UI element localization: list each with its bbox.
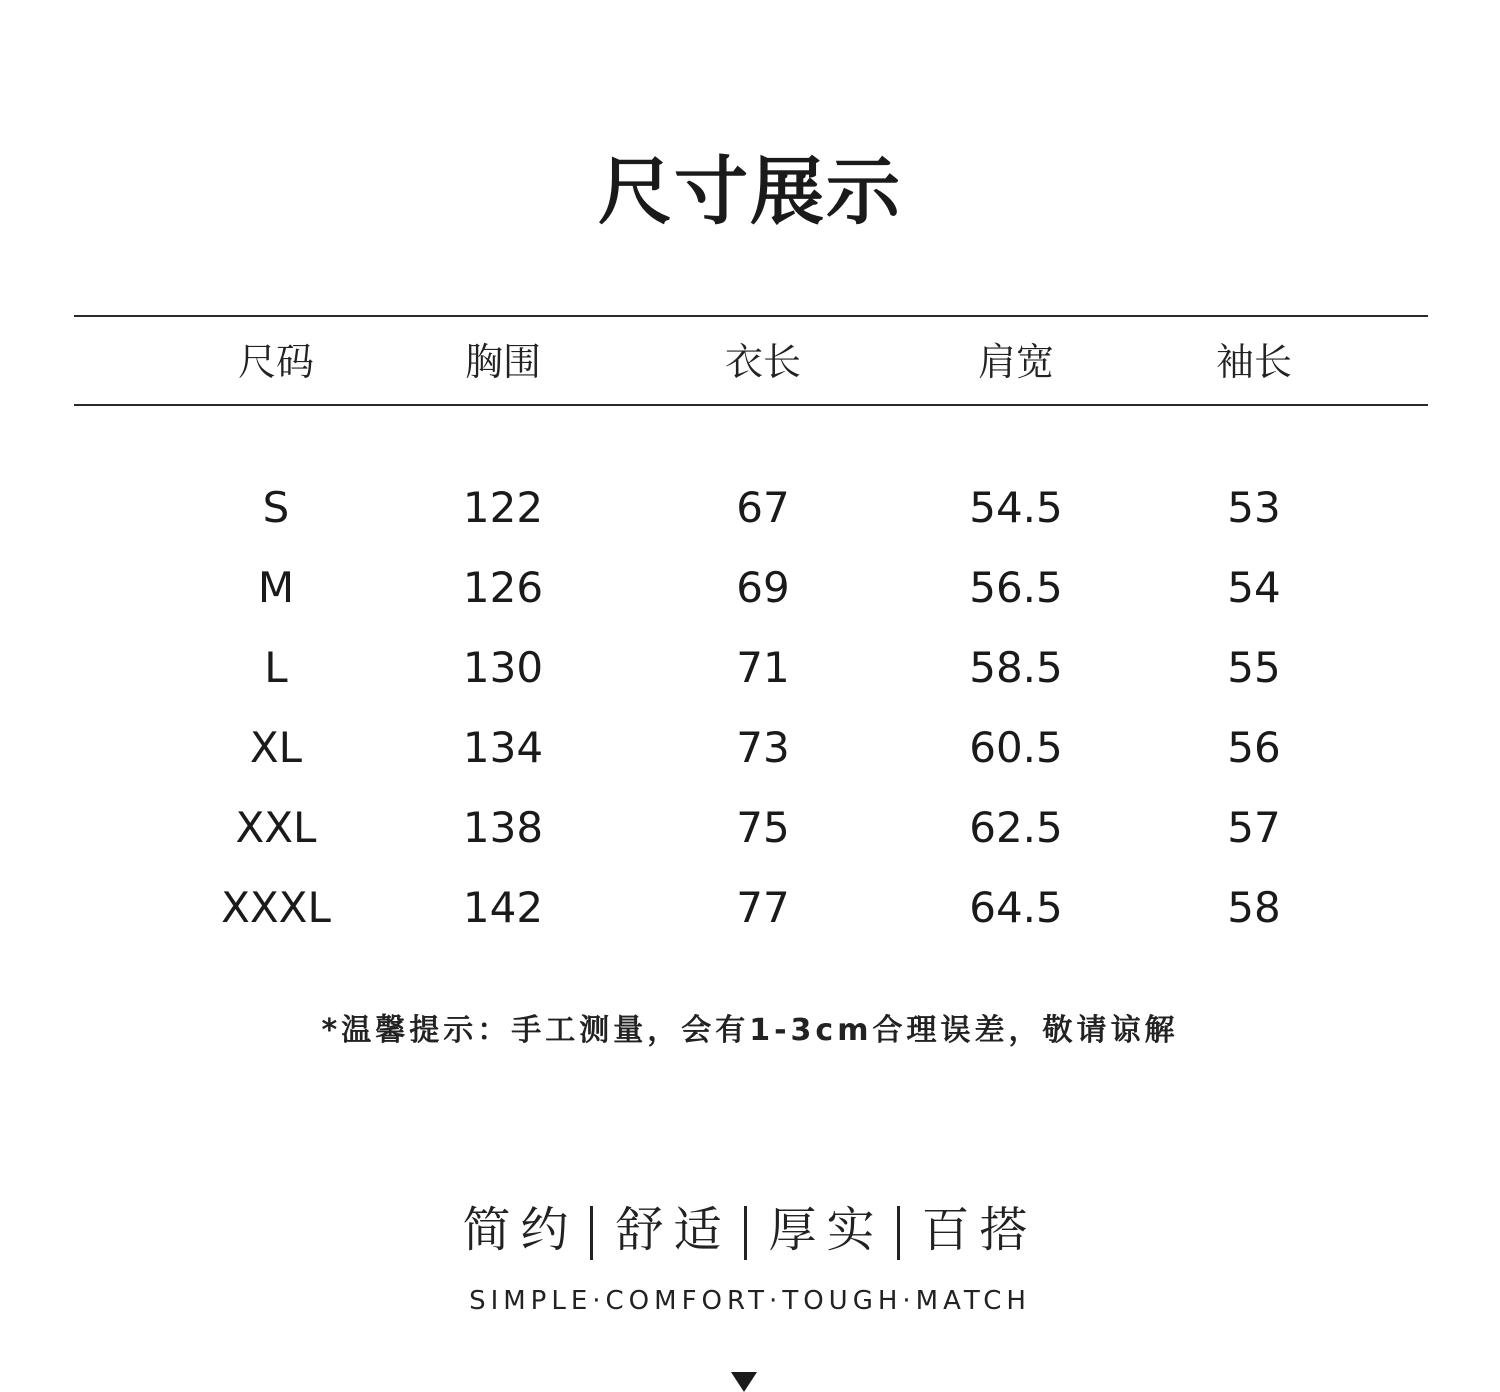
header-shoulder: 肩宽 <box>977 340 1054 384</box>
cell-size: XXXL <box>221 883 331 932</box>
feature-separator <box>897 1206 900 1260</box>
cell-sleeve: 57 <box>1227 803 1281 852</box>
header-chest: 胸围 <box>464 340 541 384</box>
cell-chest: 130 <box>462 643 544 692</box>
header-size: 尺码 <box>237 340 314 384</box>
cell-length: 77 <box>736 883 790 932</box>
table-row <box>0 640 1500 720</box>
table-row <box>0 720 1500 800</box>
cell-shoulder: 62.5 <box>969 803 1063 852</box>
table-row <box>0 800 1500 880</box>
cell-sleeve: 54 <box>1227 563 1281 612</box>
header-length: 衣长 <box>724 340 801 384</box>
feature-comfort: 舒适 <box>615 1202 732 1258</box>
cell-length: 69 <box>736 563 790 612</box>
cell-length: 75 <box>736 803 790 852</box>
cell-size: L <box>264 643 288 692</box>
cell-length: 73 <box>736 723 790 772</box>
size-table-body <box>0 480 1500 960</box>
english-tagline: SIMPLE·COMFORT·TOUGH·MATCH <box>469 1286 1031 1316</box>
feature-tough: 厚实 <box>768 1202 885 1258</box>
cell-shoulder: 58.5 <box>969 643 1063 692</box>
feature-match: 百搭 <box>921 1202 1038 1258</box>
table-row <box>0 880 1500 960</box>
cell-size: XXL <box>235 803 317 852</box>
cell-chest: 126 <box>462 563 544 612</box>
cell-shoulder: 60.5 <box>969 723 1063 772</box>
table-row <box>0 480 1500 560</box>
size-table-header <box>0 336 1500 388</box>
measurement-note: *温馨提示：手工测量，会有1-3cm合理误差，敬请谅解 <box>321 1013 1179 1048</box>
feature-simple: 简约 <box>462 1202 579 1258</box>
cell-shoulder: 56.5 <box>969 563 1063 612</box>
feature-tagline <box>0 1198 1500 1262</box>
cell-chest: 138 <box>462 803 544 852</box>
cell-sleeve: 53 <box>1227 483 1281 532</box>
cell-size: M <box>257 563 295 612</box>
cell-length: 67 <box>736 483 790 532</box>
cell-sleeve: 56 <box>1227 723 1281 772</box>
header-sleeve: 袖长 <box>1215 340 1292 384</box>
table-top-divider <box>74 315 1428 317</box>
cell-shoulder: 54.5 <box>969 483 1063 532</box>
cell-sleeve: 55 <box>1227 643 1281 692</box>
cell-chest: 142 <box>462 883 544 932</box>
cell-length: 71 <box>736 643 790 692</box>
feature-separator <box>744 1206 747 1260</box>
table-row <box>0 560 1500 640</box>
cell-sleeve: 58 <box>1227 883 1281 932</box>
cell-chest: 122 <box>462 483 544 532</box>
feature-separator <box>590 1206 593 1260</box>
cell-chest: 134 <box>462 723 544 772</box>
table-header-divider <box>74 404 1428 406</box>
cell-size: XL <box>249 723 303 772</box>
down-arrow-icon <box>731 1372 757 1392</box>
cell-size: S <box>262 483 290 532</box>
page-title: 尺寸展示 <box>598 149 902 235</box>
cell-shoulder: 64.5 <box>969 883 1063 932</box>
